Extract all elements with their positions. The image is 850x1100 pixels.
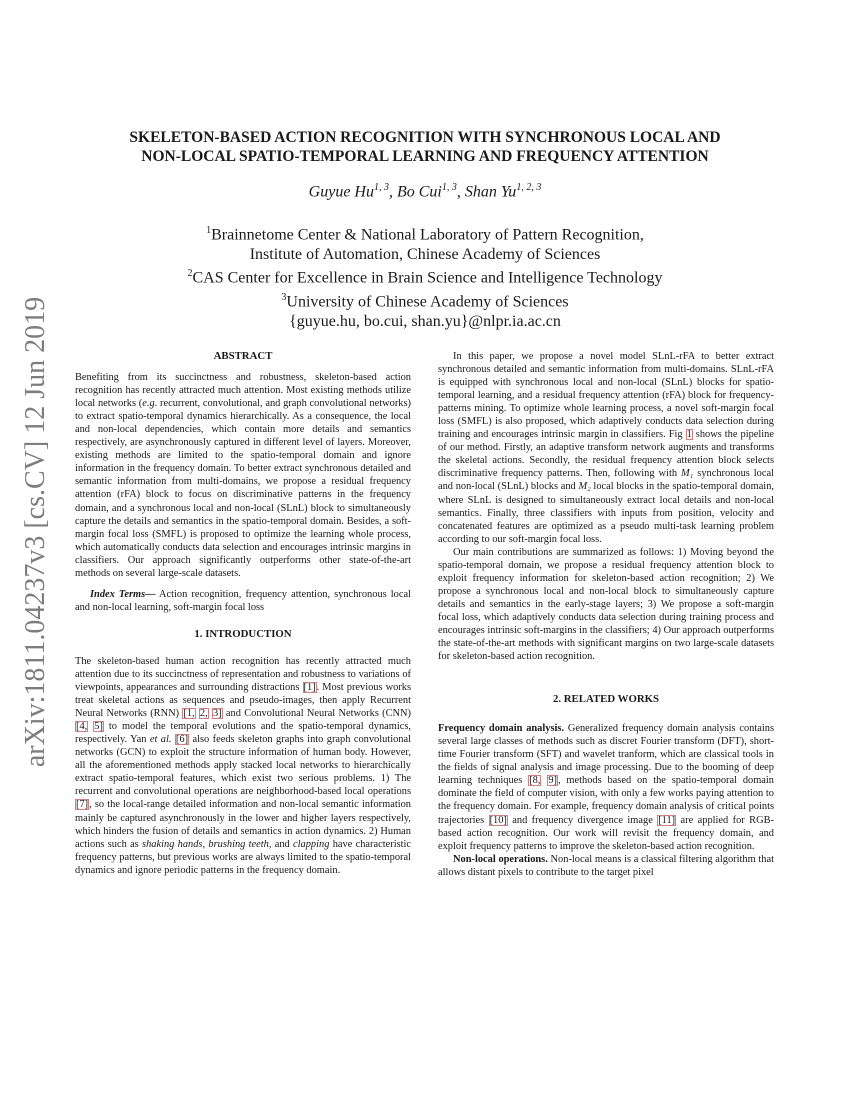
citation-link[interactable]: 2,: [199, 708, 208, 720]
abstract-text: . recurrent, convolutional, and graph convolutional networks) to extract spatio-temporal dynamics hierarchically. As a consequence, the local and non-local dependencies, which contain more details and semantics respectively, are asynchronously captured in different level of layers. Moreover, existing methods are limited to the spatio-temporal domain and ignore information in the frequency domain. To better extract synchronous detailed and semantic information from multi-domains, we propose a residual frequency attention (rFA) block to focus on discriminative patterns in the frequency domain, and a synchronous local and non-local (SLnL) block to simultaneously capture the details and semantics in the spatio-temporal domain. Besides, a soft-margin focal loss (SMFL) is proposed to optimize the learning whole process, which automatically conducts data selection and encourages intrinsic margins in classifiers. Our approach significantly outperforms other state-of-the-art methods on several large-scale datasets.: [75, 398, 411, 579]
index-terms-text: Action recognition, frequency attention, synchronous local and non-local learning, soft-margin focal loss: [75, 588, 411, 613]
author-separator: ,: [456, 183, 465, 201]
spacer: [75, 641, 411, 655]
related-works-heading: 2. RELATED WORKS: [552, 693, 660, 706]
math-symbol: M₁: [681, 468, 694, 480]
intro-heading: 1. INTRODUCTION: [194, 627, 292, 640]
abstract-eg: e.g: [142, 398, 155, 410]
affiliation-text: Institute of Automation, Chinese Academy of Sciences: [249, 245, 601, 263]
citation-link[interactable]: [7]: [76, 799, 89, 811]
citation-link[interactable]: 5]: [94, 721, 103, 733]
abstract-text: Benefiting from its succinctness and robustness, skeleton-based action recognition has recently attracted much attention. Most existing methods utilize local networks (: [75, 372, 411, 410]
citation-link[interactable]: [11]: [658, 814, 676, 826]
body-text: synchronous local and non-local (SLnL) blocks and: [438, 468, 774, 493]
affiliations: [60, 221, 790, 331]
citation-link[interactable]: [1,: [183, 708, 195, 720]
abstract-body: [75, 371, 411, 580]
citation-link[interactable]: 3]: [212, 708, 222, 720]
author-affil-sup: 1, 3: [373, 182, 389, 193]
body-text: to model the temporal evolutions and the spatio-temporal dynamics, respectively. Yan: [75, 721, 411, 746]
author-affil-sup: 1, 2, 3: [516, 182, 542, 193]
math-symbol: M₂: [578, 481, 591, 493]
body-text: and Convolutional Neural Networks (CNN): [222, 708, 411, 720]
email-text: {guyue.hu, bo.cui, shan.yu}@nlpr.ia.ac.cn: [289, 312, 561, 330]
figure-link[interactable]: 1: [686, 429, 692, 441]
body-text: In this paper, we propose a novel model SLnL-rFA to better extract synchronous detailed and semantic information from multi-domains. SLnL-rFA is equipped with synchronous local and non-local (SLnL) blocks for spatio-temporal learning, and a residual frequency attention (rFA) block for frequency-patterns mining. To optimize whole learning process, a novel soft-margin focal loss (SMFL) is also proposed, which adaptively conducts data selection during training and encourages intrinsic margin in classifiers. Fig: [438, 351, 774, 441]
author-name: Bo Cui: [396, 183, 442, 201]
intro-body: [75, 655, 411, 877]
affiliation-line: [60, 245, 790, 265]
body-text: Generalized frequency domain analysis contains several large classes of methods such as discret Fourier transform (DFT), short-time Fourier transform (SFT) and wavelet tranform, which are classical tools in the fields of signal analysis and image processing. Due to the booming of deep learning techniques: [438, 723, 775, 787]
paragraph-heading: Frequency domain analysis.: [438, 723, 565, 735]
citation-link[interactable]: [4,: [76, 721, 88, 733]
index-terms-label: Index Terms—: [90, 588, 156, 600]
frequency-domain-paragraph: [438, 722, 774, 852]
body-text: are applied for RGB-based action recognition. Our work will revisit the frequency domain, and exploit frequency patterns to improve the skeleton-based action recognition.: [438, 814, 774, 852]
citation-link[interactable]: [8,: [529, 775, 541, 787]
body-text: have characteristic frequency patterns, but previous works are always limited to the spatio-temporal dynamics and ignore periodic patterns in the frequency domain.: [75, 838, 412, 876]
title-line-2: NON-LOCAL SPATIO-TEMPORAL LEARNING AND FREQUENCY ATTENTION: [141, 148, 709, 165]
arxiv-identifier: arXiv:1811.04237v3 [cs.CV] 12 Jun 2019: [20, 296, 51, 768]
affiliation-sup: 2: [187, 268, 193, 280]
body-text: ,: [202, 838, 209, 850]
body-text: , and: [268, 838, 294, 850]
citation-link[interactable]: [6]: [175, 734, 189, 746]
body-text: , so the local-range detailed information and non-local semantic information mainly be captured asynchronously in the lower and higher layers respectively, which hinders the fusion of details and semantics in action dynamics. 2) Human actions such as: [75, 799, 411, 850]
affiliation-text: University of Chinese Academy of Sciences: [286, 293, 569, 311]
title-line-1: SKELETON-BASED ACTION RECOGNITION WITH SYNCHRONOUS LOCAL AND: [129, 129, 721, 146]
body-italic: brushing teeth: [208, 838, 269, 850]
body-text: . Most previous works treat skeletal actions as sequences and pseudo-images, then apply Recurrent Neural Networks (RNN): [75, 682, 412, 720]
body-text: The skeleton-based human action recognition has recently attracted much attention due to its succinctness of representation and robustness to variations of viewpoints, appearances and surrounding distractions: [75, 655, 411, 694]
body-text: and frequency divergence image: [507, 814, 658, 826]
affiliation-line: [60, 221, 790, 245]
body-italic: clapping: [293, 838, 330, 850]
left-column: [75, 350, 411, 877]
contributions-paragraph: Our main contributions are summarized as follows: 1) Moving beyond the spatio-temporal domain, we propose a residual frequency attention block to exploit frequency information for skeleton-based action recognition; 2) We propose a synchronous local and non-local block to simultaneously capture details and semantics in the early-stage layers; 3) We propose a soft-margin focal loss, which adaptively conducts data selection during training process and encourages intrinsic soft-margins in the classifiers; 4) Our approach outperforms the state-of-the-art methods with significant margins on two large-scale datasets for skeleton-based action recognition.: [438, 546, 774, 663]
spacer: [75, 363, 411, 371]
author-name: Shan Yu: [464, 183, 517, 201]
affiliation-sup: 3: [281, 292, 287, 304]
index-terms: [75, 588, 411, 614]
body-text: shows the pipeline of our method. Firstly, an adaptive transform network augments and transforms the skeletal actions. Secondly, the residual frequency attention block selects discriminative frequency patterns. Then, following with: [438, 429, 774, 480]
citation-link[interactable]: [10]: [489, 814, 507, 826]
spacer: [75, 614, 411, 628]
affiliation-text: CAS Center for Excellence in Brain Science and Intelligence Technology: [192, 269, 663, 287]
author-separator: ,: [388, 183, 397, 201]
author-name: Guyue Hu: [308, 183, 374, 201]
paragraph-heading: Non-local operations.: [453, 853, 548, 865]
body-text: , methods based on the spatio-temporal domain dominate the field of computer vision, with only a few works paying attention to the frequency domain. For example, frequency domain analysis of critical points trajectories: [438, 775, 774, 826]
affiliation-sup: 1: [206, 225, 212, 236]
body-text: also feeds skeleton graphs into graph convolutional networks (GCN) to exploit the structure information of human body. However, all the aforementioned methods apply stacked local networks to hierarchically extract spatio-temporal features, which exist two serious problems. 1) The recurrent and convolutional operations are neighborhood-based local operations: [75, 734, 411, 798]
body-text: local blocks in the spatio-temporal domain, where SLnL is designed to simultaneously extract local details and non-local semantics. Finally, three classifiers with inputs from position, velocity and concatenated features are optimized as a pseudo multi-task learning problem according to our soft-margin focal loss.: [438, 481, 774, 545]
author-list: [60, 182, 790, 201]
author-emails: [60, 312, 790, 332]
spacer: [75, 580, 411, 588]
body-italic: shaking hands: [142, 838, 203, 850]
abstract-heading: ABSTRACT: [213, 350, 273, 362]
paper-title: [60, 128, 790, 166]
body-italic: et al.: [149, 734, 172, 746]
citation-link[interactable]: 9]: [548, 775, 557, 787]
spacer: [438, 706, 774, 722]
non-local-paragraph: [438, 853, 774, 879]
right-column: [438, 350, 774, 879]
spacer: [438, 663, 774, 693]
author-affil-sup: 1, 3: [441, 182, 457, 193]
citation-link[interactable]: [1]: [303, 682, 316, 694]
body-text: Non-local means is a classical filtering algorithm that allows distant pixels to contribute to the target pixel: [438, 853, 774, 878]
intro-paragraph-2: [438, 350, 774, 546]
affiliation-line: [60, 288, 790, 312]
affiliation-line: [60, 264, 790, 288]
affiliation-text: Brainnetome Center & National Laboratory of Pattern Recognition,: [211, 226, 644, 244]
